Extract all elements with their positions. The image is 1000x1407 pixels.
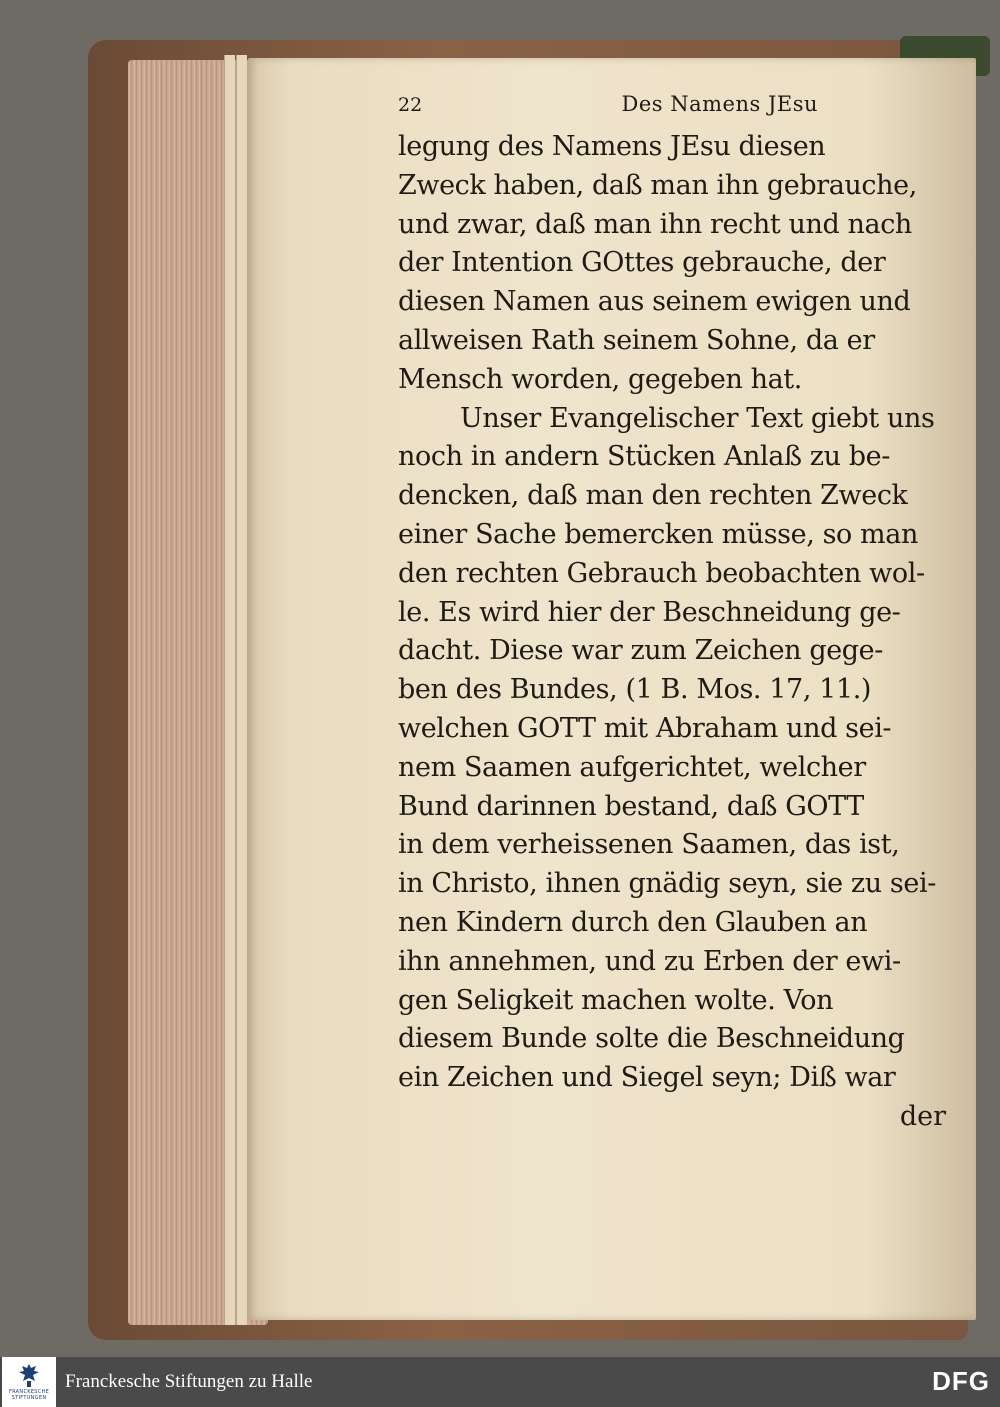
dfg-logo[interactable]: DFG xyxy=(932,1366,990,1396)
page-text-block xyxy=(398,92,958,1136)
text-line: ihn annehmen, und zu Erben der ewi- xyxy=(398,945,901,977)
text-line: nen Kindern durch den Glauben an xyxy=(398,906,868,938)
catchword: der xyxy=(899,1100,946,1132)
text-line: gen Seligkeit machen wolte. Von xyxy=(398,984,834,1016)
text-line: Zweck haben, daß man ihn gebrauche, xyxy=(398,169,917,201)
page-edges xyxy=(128,60,268,1325)
text-line: dacht. Diese war zum Zeichen gege- xyxy=(398,635,883,667)
text-line: und zwar, daß man ihn recht und nach xyxy=(398,208,912,240)
text-line: einer Sache bemercken müsse, so man xyxy=(398,518,918,550)
text-line: ben des Bundes, (1 B. Mos. 17, 11.) xyxy=(398,674,872,706)
text-line: welchen GOTT mit Abraham und sei- xyxy=(398,712,892,744)
running-head-title: Des Namens JEsu xyxy=(621,92,818,116)
text-line: noch in andern Stücken Anlaß zu be- xyxy=(398,441,890,473)
text-line: Unser Evangelischer Text giebt uns xyxy=(460,402,935,434)
running-head xyxy=(398,92,818,128)
text-line: diesem Bunde solte die Beschneidung xyxy=(398,1023,905,1055)
text-line: Bund darinnen bestand, daß GOTT xyxy=(398,790,864,822)
text-line: Mensch worden, gegeben hat. xyxy=(398,363,802,395)
text-line: in Christo, ihnen gnädig seyn, sie zu sei- xyxy=(398,868,936,900)
institution-name[interactable]: Franckesche Stiftungen zu Halle xyxy=(65,1371,313,1392)
eagle-emblem-icon xyxy=(18,1363,40,1389)
text-line: diesen Namen aus seinem ewigen und xyxy=(398,286,911,318)
text-line: den rechten Gebrauch beobachten wol- xyxy=(398,557,925,589)
text-line: der Intention GOttes gebrauche, der xyxy=(398,247,886,279)
text-line: dencken, daß man den rechten Zweck xyxy=(398,480,908,512)
page-number: 22 xyxy=(398,94,423,116)
footer-bar xyxy=(0,1357,1000,1407)
institution-logo[interactable] xyxy=(2,1357,56,1407)
text-line: allweisen Rath seinem Sohne, da er xyxy=(398,324,875,356)
text-line: ein Zeichen und Siegel seyn; Diß war xyxy=(398,1062,896,1094)
page-edge-sheet xyxy=(236,55,247,1325)
text-line: in dem verheissenen Saamen, das ist, xyxy=(398,829,900,861)
text-line: le. Es wird hier der Beschneidung ge- xyxy=(398,596,901,628)
logo-text-line2: STIFTUNGEN xyxy=(11,1395,47,1401)
page-edge-sheet xyxy=(224,55,235,1325)
text-line: legung des Namens JEsu diesen xyxy=(398,131,826,162)
logo-text-line1: FRANCKESCHE xyxy=(8,1389,50,1395)
text-line: nem Saamen aufgerichtet, welcher xyxy=(398,751,866,783)
